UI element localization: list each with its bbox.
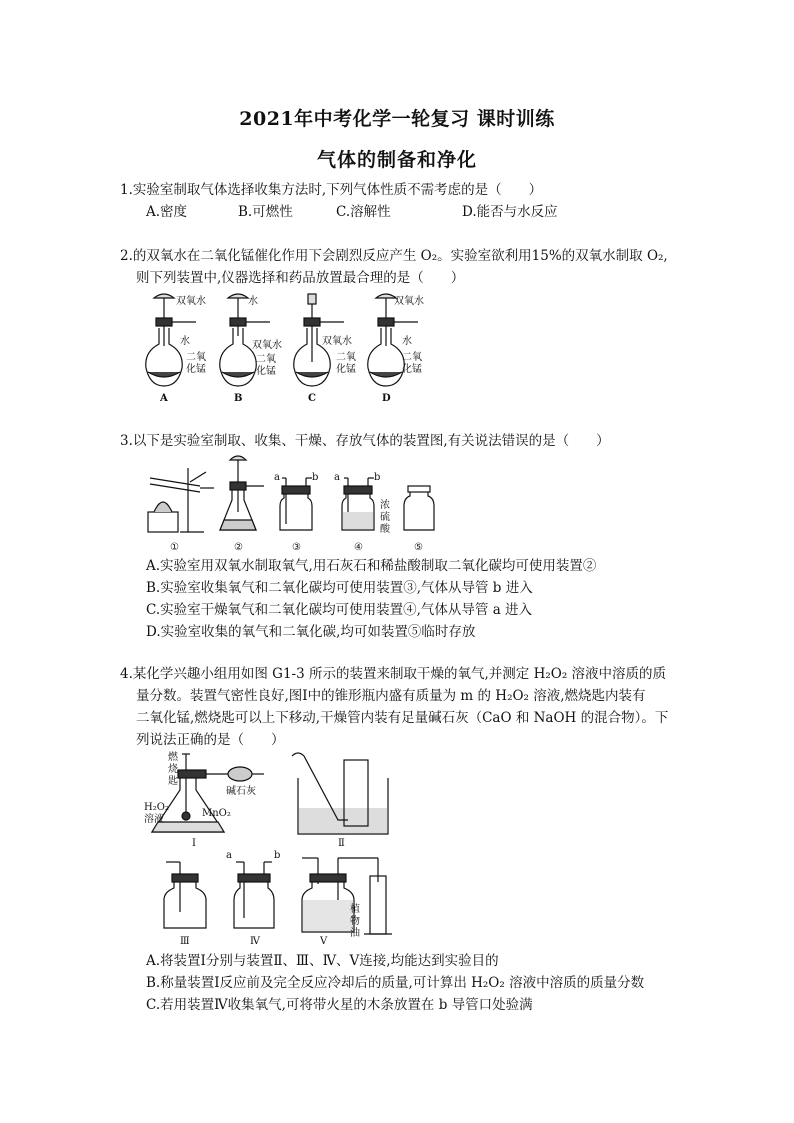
label-device-IV: Ⅳ — [250, 936, 260, 947]
label-a-mno2-2: 化锰 — [186, 364, 206, 375]
label-mno2: MnO₂ — [202, 808, 231, 819]
label-device-III: Ⅲ — [180, 936, 190, 947]
question-2-figure — [140, 288, 440, 406]
q3-option-a: A.实验室用双氧水制取氧气,用石灰石和稀盐酸制取二氧化碳均可使用装置② — [146, 558, 597, 574]
label-iv-a: a — [226, 850, 232, 861]
label-oil-3: 油 — [350, 928, 360, 939]
device-V — [302, 858, 392, 934]
label-b-mno2-2: 化锰 — [256, 366, 276, 377]
label-device-3: ③ — [292, 542, 301, 553]
label-4-a: a — [334, 472, 340, 483]
label-b-mno2-1: 二氧 — [256, 354, 276, 365]
device-1 — [148, 468, 214, 532]
label-device-4: ④ — [354, 542, 363, 553]
question-3-stem: 3.以下是实验室制取、收集、干燥、存放气体的装置图,有关说法错误的是（ ） — [120, 433, 610, 449]
question-2-line1: 2.的双氧水在二氧化锰催化作用下会剧烈反应产生 O₂。实验室欲利用15%的双氧水制取 O₂, — [120, 248, 668, 264]
label-c-mno2-1: 二氧 — [336, 352, 356, 363]
label-h2o2-2: 溶液 — [144, 814, 164, 825]
label-oil-1: 植 — [350, 904, 360, 915]
label-spoon-1: 燃 — [168, 752, 178, 763]
label-d: D — [382, 393, 391, 404]
label-acid-3: 酸 — [380, 524, 390, 535]
label-a: A — [160, 393, 168, 404]
label-device-V: Ⅴ — [320, 936, 328, 947]
label-h2o2-1: H₂O₂ — [144, 802, 169, 813]
label-3-b: b — [312, 472, 319, 483]
label-device-II: Ⅱ — [338, 838, 345, 849]
label-spoon-2: 烧 — [168, 764, 178, 775]
label-d-mno2-1: 二氧 — [402, 352, 422, 363]
question-4-figure — [140, 748, 400, 948]
device-4 — [342, 478, 374, 530]
label-4-b: b — [374, 472, 381, 483]
q4-option-b: B.称量装置Ⅰ反应前及完全反应冷却后的质量,可计算出 H₂O₂ 溶液中溶质的质量分数 — [146, 975, 645, 991]
label-d-mno2-2: 化锰 — [402, 364, 422, 375]
q4-option-a: A.将装置Ⅰ分别与装置Ⅱ、Ⅲ、Ⅳ、Ⅴ连接,均能达到实验目的 — [146, 953, 499, 969]
device-2 — [220, 456, 264, 530]
device-III — [164, 862, 206, 928]
q1-option-c: C.溶解性 — [336, 204, 391, 220]
question-4-line2: 量分数。装置气密性良好,图Ⅰ中的锥形瓶内盛有质量为 m 的 H₂O₂ 溶液,燃烧匙内装有 — [136, 688, 646, 704]
device-II — [292, 753, 388, 834]
label-b: B — [234, 393, 243, 404]
label-device-5: ⑤ — [414, 542, 423, 553]
label-device-I: Ⅰ — [192, 838, 196, 849]
device-3 — [280, 478, 312, 530]
device-5 — [404, 486, 434, 530]
label-device-2: ② — [234, 542, 243, 553]
label-d-h2o2: 双氧水 — [394, 296, 424, 307]
question-3-figure — [140, 452, 440, 556]
page-title: 2021年中考化学一轮复习 课时训练 — [239, 108, 555, 130]
question-4-line3: 二氧化锰,燃烧匙可以上下移动,干燥管内装有足量碱石灰（CaO 和 NaOH 的混合物）。下 — [136, 710, 669, 726]
question-2-line2: 则下列装置中,仪器选择和药品放置最合理的是（ ） — [136, 270, 465, 286]
question-4-line4: 列说法正确的是（ ） — [136, 732, 285, 748]
q1-option-b: B.可燃性 — [238, 204, 293, 220]
label-b-water: 水 — [248, 296, 258, 307]
q1-option-a: A.密度 — [146, 204, 188, 220]
label-acid-2: 硫 — [380, 512, 390, 523]
label-a-mno2-1: 二氧 — [186, 352, 206, 363]
question-4-line1: 4.某化学兴趣小组用如图 G1-3 所示的装置来制取干燥的氧气,并测定 H₂O₂ 溶液中溶质的质 — [120, 666, 667, 682]
label-c-mno2-2: 化锰 — [336, 364, 356, 375]
label-c: C — [308, 393, 316, 404]
label-3-a: a — [274, 472, 280, 483]
question-1-stem: 1.实验室制取气体选择收集方法时,下列气体性质不需考虑的是（ ） — [120, 182, 543, 198]
label-b-h2o2: 双氧水 — [252, 340, 282, 351]
label-soda-lime: 碱石灰 — [226, 786, 256, 797]
label-a-water: 水 — [180, 336, 190, 347]
q3-option-c: C.实验室干燥氧气和二氧化碳均可使用装置④,气体从导管 a 进入 — [146, 602, 533, 618]
label-d-water: 水 — [402, 336, 412, 347]
label-oil-2: 物 — [350, 916, 360, 927]
page-subtitle: 气体的制备和净化 — [316, 149, 477, 171]
q1-option-d: D.能否与水反应 — [462, 204, 558, 220]
label-spoon-3: 匙 — [168, 776, 178, 787]
label-iv-b: b — [274, 850, 281, 861]
q3-option-b: B.实验室收集氧气和二氧化碳均可使用装置③,气体从导管 b 进入 — [146, 580, 533, 596]
q3-option-d: D.实验室收集的氧气和二氧化碳,均可如装置⑤临时存放 — [146, 624, 476, 640]
q4-option-c: C.若用装置Ⅳ收集氧气,可将带火星的木条放置在 b 导管口处验满 — [146, 997, 533, 1013]
device-IV — [234, 862, 274, 928]
label-a-h2o2: 双氧水 — [176, 296, 206, 307]
label-device-1: ① — [170, 542, 179, 553]
label-acid-1: 浓 — [380, 500, 390, 511]
label-c-h2o2: 双氧水 — [322, 336, 352, 347]
